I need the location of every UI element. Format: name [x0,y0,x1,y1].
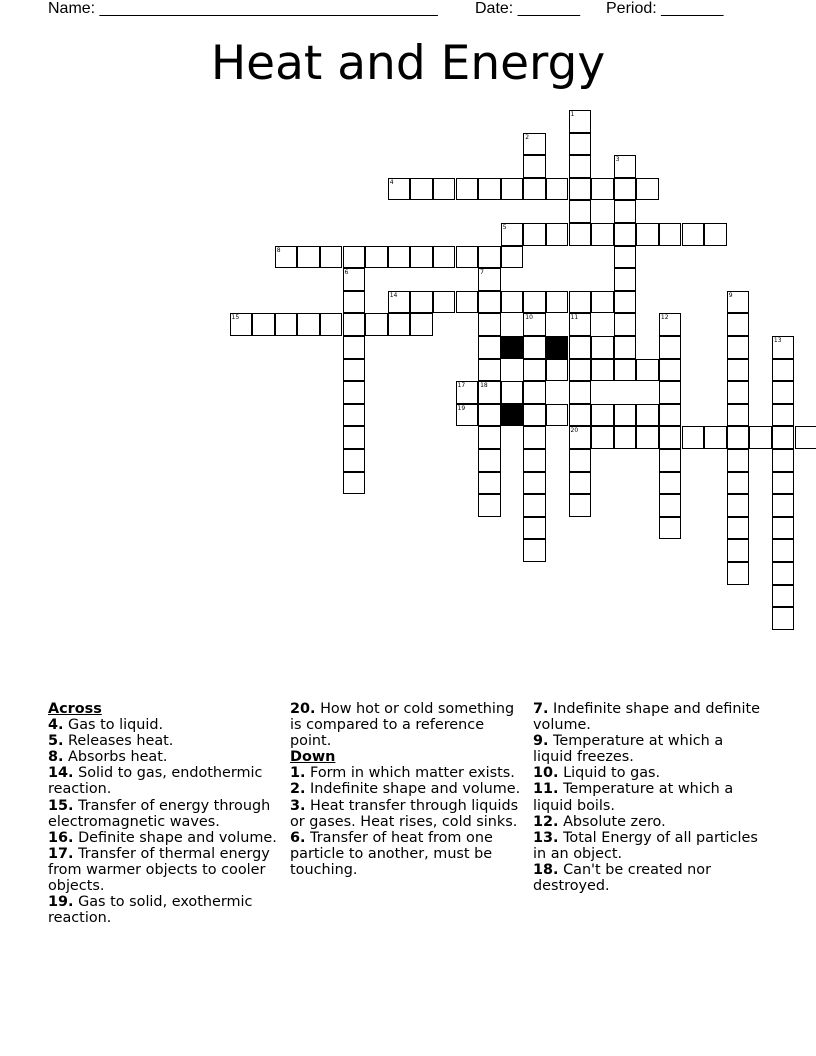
clue-number-label: 5. [48,733,64,750]
grid-cell[interactable] [546,404,569,427]
grid-cell[interactable] [523,449,546,472]
grid-cell[interactable] [614,155,637,178]
grid-cell[interactable] [614,404,637,427]
grid-cell[interactable] [659,426,682,449]
clue-number: 16 [502,337,511,344]
grid-cell[interactable] [614,291,637,314]
clue-number-label: 12. [533,813,559,830]
clue-number-label: 6. [290,829,306,846]
grid-cell[interactable] [478,426,501,449]
grid-cell[interactable] [478,494,501,517]
grid-cell[interactable] [252,313,275,336]
grid-cell[interactable] [727,449,750,472]
grid-cell[interactable] [727,494,750,517]
grid-cell[interactable] [388,246,411,269]
clue-number-label: 11. [533,781,559,798]
grid-cell[interactable] [456,246,479,269]
grid-cell[interactable] [727,404,750,427]
grid-cell[interactable] [478,268,501,291]
clue-text: How hot or cold something is compared to a reference point. [290,701,515,750]
grid-cell[interactable] [343,404,366,427]
clue-number: 1 [570,111,575,118]
grid-cell[interactable] [682,223,705,246]
grid-cell[interactable] [614,359,637,382]
grid-cell[interactable] [727,517,750,540]
grid-cell[interactable] [343,426,366,449]
clue-item [533,701,765,733]
clue-text: Temperature at which a liquid boils. [533,781,734,814]
grid-cell[interactable] [343,268,366,291]
grid-cell[interactable] [478,472,501,495]
grid-cell[interactable] [704,426,727,449]
grid-cell[interactable] [591,223,614,246]
grid-cell[interactable] [795,426,816,449]
clue-item [48,846,280,894]
grid-cell[interactable] [727,336,750,359]
grid-cell[interactable] [569,291,592,314]
grid-cell[interactable] [659,336,682,359]
grid-cell[interactable] [636,178,659,201]
grid-cell[interactable] [275,246,298,269]
grid-cell[interactable] [523,223,546,246]
grid-cell[interactable] [343,291,366,314]
grid-cell[interactable] [343,313,366,336]
clue-number-label: 14. [48,765,74,782]
clue-number-label: 2. [290,781,306,798]
grid-cell[interactable] [569,133,592,156]
grid-cell[interactable] [659,472,682,495]
grid-cell[interactable] [614,223,637,246]
grid-cell[interactable] [456,381,479,404]
grid-cell[interactable] [569,472,592,495]
grid-cell[interactable] [501,246,524,269]
grid-cell[interactable] [275,313,298,336]
grid-block [501,336,524,359]
clue-number-label: 1. [290,765,306,782]
grid-cell[interactable] [456,291,479,314]
grid-cell[interactable] [569,426,592,449]
grid-cell[interactable] [569,155,592,178]
grid-cell[interactable] [682,426,705,449]
down-clue-list [290,765,522,878]
clue-number: 3 [615,156,620,164]
grid-cell[interactable] [523,359,546,382]
grid-cell[interactable] [523,133,546,156]
clue-number: 13 [773,337,782,344]
clue-text: Transfer of thermal energy from warmer objects to cooler objects. [48,845,270,895]
clue-item [533,862,765,894]
grid-cell[interactable] [523,178,546,201]
grid-cell[interactable] [478,404,501,427]
clue-number: 2 [525,133,530,141]
down-clue-list-continued [533,701,765,894]
grid-cell[interactable] [772,426,795,449]
grid-cell[interactable] [614,200,637,223]
grid-cell[interactable] [569,110,592,133]
grid-cell[interactable] [772,336,795,359]
grid-cell[interactable] [478,336,501,359]
grid-cell[interactable] [569,449,592,472]
grid-cell[interactable] [614,313,637,336]
grid-cell[interactable] [456,404,479,427]
grid-cell[interactable] [772,472,795,495]
grid-cell[interactable] [410,178,433,201]
clue-text: Indefinite shape and definite volume. [533,701,760,734]
grid-cell[interactable] [591,291,614,314]
clues-column-2 [290,701,522,878]
clues-column-3 [533,701,765,894]
grid-cell[interactable] [523,155,546,178]
grid-cell[interactable] [523,336,546,359]
grid-cell[interactable] [614,178,637,201]
grid-cell[interactable] [659,517,682,540]
clue-number-label: 18. [533,861,559,878]
grid-cell[interactable] [523,313,546,336]
clue-number: 6 [344,269,349,277]
clue-number-label: 20. [290,701,316,717]
clue-item [290,798,522,830]
grid-cell[interactable] [478,449,501,472]
grid-cell[interactable] [772,404,795,427]
clue-number: 5 [502,224,507,231]
clue-number: 11 [570,314,579,322]
grid-cell[interactable] [523,381,546,404]
clue-text: Temperature at which a liquid freezes. [533,733,724,766]
clue-number-label: 10. [533,765,559,782]
grid-cell[interactable] [659,313,682,336]
grid-cell[interactable] [569,200,592,223]
grid-cell[interactable] [343,246,366,269]
grid-cell[interactable] [343,449,366,472]
grid-cell[interactable] [659,449,682,472]
clue-number: 10 [525,314,533,322]
grid-cell[interactable] [614,246,637,269]
clue-item [533,781,765,813]
grid-cell[interactable] [297,246,320,269]
grid-cell[interactable] [659,404,682,427]
clue-number: 14 [389,291,398,299]
grid-cell[interactable] [343,381,366,404]
grid-cell[interactable] [523,517,546,540]
grid-cell[interactable] [410,291,433,314]
clue-number: 20 [570,427,579,435]
clue-item [290,781,522,797]
grid-cell[interactable] [523,426,546,449]
grid-cell[interactable] [659,494,682,517]
clue-number: 7 [480,269,484,277]
clue-number-label: 17. [48,845,74,862]
clue-text: Solid to gas, endothermic reaction. [48,765,263,798]
clue-number-label: 8. [48,749,64,766]
clue-item [533,830,765,862]
grid-cell[interactable] [636,359,659,382]
clue-text: Gas to solid, exothermic reaction. [48,894,253,927]
grid-cell[interactable] [727,539,750,562]
grid-cell[interactable] [410,246,433,269]
grid-cell[interactable] [636,404,659,427]
grid-cell[interactable] [478,246,501,269]
clue-number-label: 9. [533,733,549,750]
grid-cell[interactable] [546,178,569,201]
grid-cell[interactable] [749,426,772,449]
clue-item [533,733,765,765]
grid-cell[interactable] [772,449,795,472]
grid-cell[interactable] [591,359,614,382]
grid-cell[interactable] [523,494,546,517]
across-clue-list [48,717,280,926]
clue-item [48,717,280,733]
clue-number-label: 3. [290,797,306,814]
grid-cell[interactable] [614,426,637,449]
grid-cell[interactable] [433,178,456,201]
down-heading: Down [290,749,336,766]
grid-cell[interactable] [230,313,253,336]
page-title: Heat and Energy [210,36,606,91]
clues-column-1 [48,701,280,926]
grid-cell[interactable] [727,381,750,404]
grid-cell[interactable] [659,223,682,246]
grid-cell[interactable] [546,223,569,246]
clue-number-label: 19. [48,894,74,911]
clue-item [48,733,280,749]
grid-cell[interactable] [569,381,592,404]
grid-cell[interactable] [636,426,659,449]
grid-cell[interactable] [636,223,659,246]
clue-number-label: 15. [48,797,74,814]
clue-number: 9 [728,291,733,299]
grid-cell[interactable] [727,291,750,314]
name-field-label: Name: ______________________________________ [48,0,438,17]
grid-cell[interactable] [501,291,524,314]
grid-cell[interactable] [546,291,569,314]
clue-text: Total Energy of all particles in an object. [533,829,758,862]
clue-number: 4 [389,178,394,186]
clue-item [48,765,280,797]
grid-cell[interactable] [569,494,592,517]
grid-cell[interactable] [478,359,501,382]
grid-cell[interactable] [569,178,592,201]
clue-number: 15 [231,314,240,322]
clue-text: Releases heat. [63,733,174,750]
grid-cell[interactable] [772,494,795,517]
grid-cell[interactable] [343,472,366,495]
grid-cell[interactable] [659,381,682,404]
grid-cell[interactable] [478,291,501,314]
clue-item [290,765,522,781]
across-heading: Across [48,701,102,717]
date-field-label: Date: _______ [475,0,580,17]
grid-cell[interactable] [523,291,546,314]
grid-cell[interactable] [523,404,546,427]
clue-text: Heat transfer through liquids or gases. Heat rises, cold sinks. [290,797,519,830]
grid-cell[interactable] [772,585,795,608]
grid-cell[interactable] [365,313,388,336]
grid-cell[interactable] [365,246,388,269]
grid-cell[interactable] [614,268,637,291]
grid-cell[interactable] [320,313,343,336]
clue-number-label: 16. [48,829,74,846]
grid-block [501,404,524,427]
grid-cell[interactable] [569,313,592,336]
clue-text: Definite shape and volume. [73,829,277,846]
grid-cell[interactable] [569,223,592,246]
clue-number: 12 [660,314,669,322]
clue-number: 17 [457,382,466,390]
grid-cell[interactable] [727,313,750,336]
grid-cell[interactable] [320,246,343,269]
clue-text: Can't be created nor destroyed. [533,861,712,895]
clue-item [48,830,280,846]
grid-cell[interactable] [433,291,456,314]
clue-number-label: 7. [533,701,549,717]
grid-cell[interactable] [591,404,614,427]
clue-text: Form in which matter exists. [305,765,515,782]
clue-number: 18 [480,382,488,390]
grid-cell[interactable] [501,223,524,246]
grid-cell[interactable] [343,336,366,359]
clue-item [290,701,522,749]
grid-cell[interactable] [297,313,320,336]
grid-cell[interactable] [591,426,614,449]
clue-item [533,765,765,781]
clue-text: Indefinite shape and volume. [305,781,521,798]
grid-cell[interactable] [591,178,614,201]
grid-cell[interactable] [388,178,411,201]
clue-text: Gas to liquid. [63,717,164,734]
grid-cell[interactable] [410,313,433,336]
clue-number: 8 [276,246,281,254]
period-field-label: Period: _______ [606,0,724,17]
clue-item [290,830,522,878]
grid-cell[interactable] [388,291,411,314]
grid-cell[interactable] [772,381,795,404]
clue-text: Transfer of heat from one particle to another, must be touching. [290,829,493,878]
grid-cell[interactable] [501,178,524,201]
grid-cell[interactable] [433,246,456,269]
grid-cell[interactable] [727,359,750,382]
grid-cell[interactable] [569,336,592,359]
clue-item [48,798,280,830]
grid-cell[interactable] [478,313,501,336]
grid-cell[interactable] [614,336,637,359]
grid-cell[interactable] [546,359,569,382]
clue-text: Liquid to gas. [558,765,661,782]
clue-number-label: 13. [533,829,559,846]
grid-cell[interactable] [772,562,795,585]
grid-cell[interactable] [772,607,795,630]
clue-text: Absorbs heat. [63,749,168,766]
grid-cell[interactable] [659,359,682,382]
grid-cell[interactable] [727,472,750,495]
clue-number: 19 [457,404,466,412]
grid-cell[interactable] [523,539,546,562]
grid-cell[interactable] [569,404,592,427]
grid-cell[interactable] [772,517,795,540]
grid-cell[interactable] [727,562,750,585]
clue-item [48,894,280,926]
across-clue-list-continued [290,701,522,749]
grid-cell[interactable] [704,223,727,246]
clue-text: Absolute zero. [558,813,666,830]
grid-cell[interactable] [727,426,750,449]
grid-block [546,336,569,359]
grid-cell[interactable] [478,381,501,404]
grid-cell[interactable] [478,178,501,201]
grid-cell[interactable] [772,539,795,562]
clue-item [48,749,280,765]
clue-item [533,814,765,830]
grid-cell[interactable] [501,381,524,404]
grid-cell[interactable] [591,336,614,359]
grid-cell[interactable] [569,359,592,382]
grid-cell[interactable] [343,359,366,382]
clue-number-label: 4. [48,717,64,734]
grid-cell[interactable] [388,313,411,336]
grid-cell[interactable] [772,359,795,382]
grid-cell[interactable] [523,472,546,495]
grid-cell[interactable] [456,178,479,201]
clue-text: Transfer of energy through electromagnetic waves. [48,797,271,830]
